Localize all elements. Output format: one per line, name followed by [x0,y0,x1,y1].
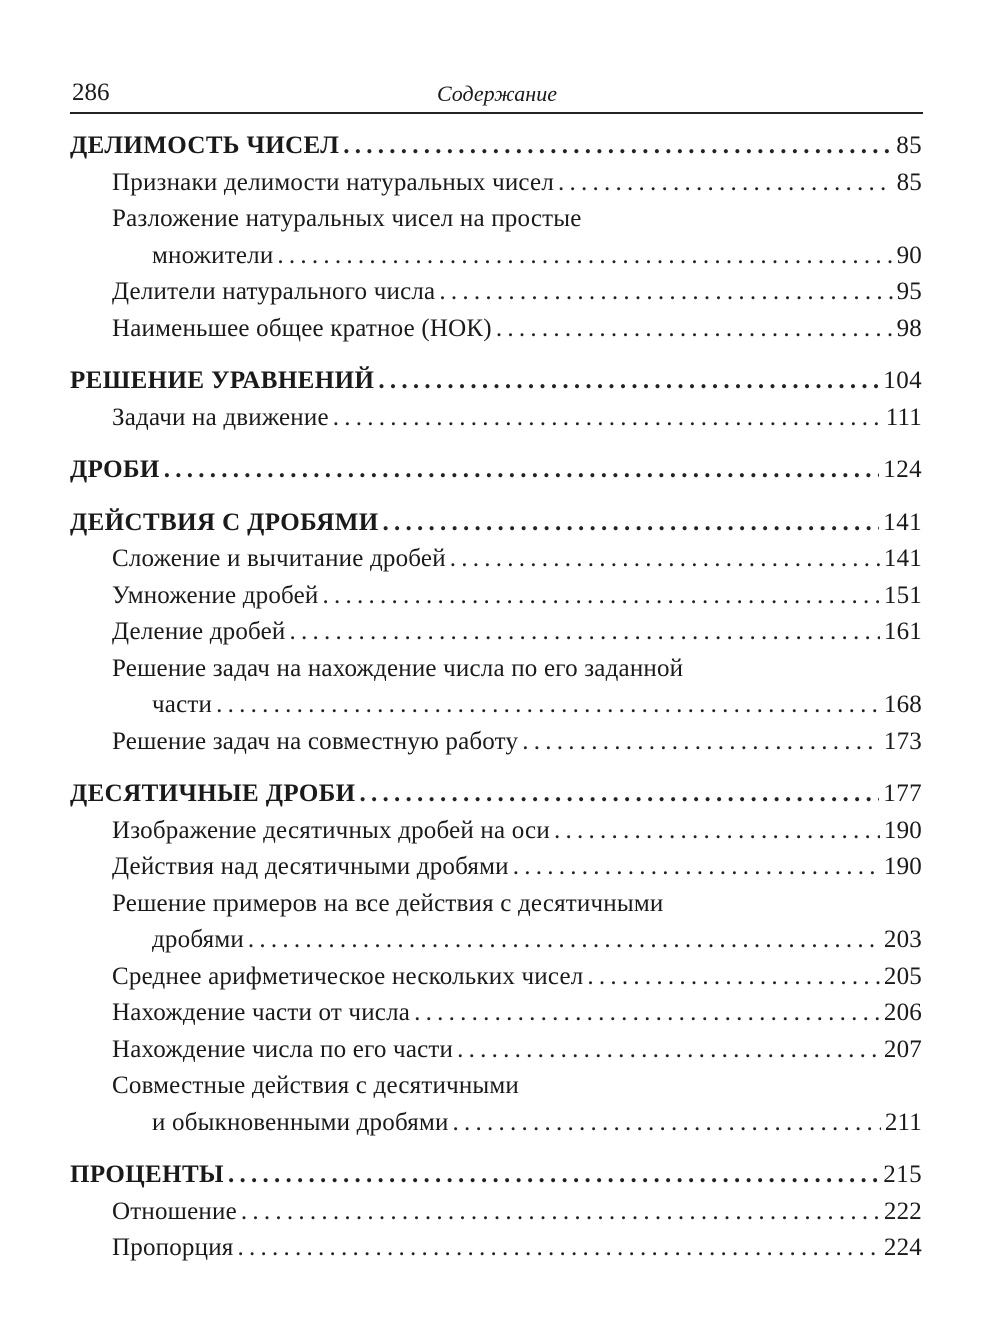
toc-heading[interactable] [70,452,922,489]
toc-entry[interactable] [70,274,922,311]
toc-section [70,128,922,347]
toc-heading-title: ДЕЛИМОСТЬ ЧИСЕЛ [70,132,340,159]
dot-leader [414,995,880,1032]
toc-heading[interactable] [70,1157,922,1194]
toc-entry-page: 111 [885,403,922,431]
toc-entry-title: множители [152,241,274,269]
toc-entry[interactable] [70,959,922,996]
toc-entry[interactable] [70,687,922,724]
toc-entry[interactable] [70,578,922,615]
dot-leader [383,505,880,542]
running-title: Содержание [436,81,557,106]
toc-entry-title: Умножение дробей [112,581,319,609]
toc-entry-title: Сложение и вычитание дробей [112,545,446,572]
toc-entry-title: Решение задач на совместную работу [112,727,519,755]
dot-leader [558,165,893,202]
toc-entry[interactable] [70,1105,922,1142]
toc-heading[interactable] [70,505,922,542]
toc-entry-page: 151 [883,581,922,609]
toc-entry-page: 161 [883,618,922,645]
dot-leader [228,1157,879,1194]
toc-entry[interactable] [70,849,922,886]
toc-entry-title: Задачи на движение [112,403,329,431]
dot-leader [450,541,880,578]
toc-entry-title: Нахождение числа по его части [112,1035,454,1063]
dot-leader [360,776,880,813]
dot-leader [238,1230,880,1267]
dot-leader [323,578,880,615]
toc-entry-title: Признаки делимости натуральных чисел [112,168,554,196]
toc-heading-page: 177 [883,780,922,807]
toc-entry-page: 205 [883,962,922,990]
dot-leader [343,128,892,165]
toc-entry-page: 173 [883,727,922,755]
toc-section [70,1157,922,1267]
toc-entry-title: дробями [152,926,244,953]
toc-entry-title: Пропорция [112,1234,234,1261]
dot-leader [248,922,880,959]
toc-heading[interactable] [70,363,922,400]
toc-entry[interactable] [70,1032,922,1069]
dot-leader [216,687,880,724]
toc-entry-title: Деление дробей [112,618,286,645]
header-rule [70,112,923,114]
toc-heading[interactable] [70,128,922,165]
toc-entry-title: части [152,691,213,718]
page-number: 286 [72,79,110,106]
dot-leader [453,1105,881,1142]
toc-heading-page: 215 [883,1161,922,1188]
toc-entry[interactable] [70,922,922,959]
toc-section [70,363,922,436]
toc-entry[interactable] [70,541,922,578]
toc-entry-page: 203 [883,926,922,953]
toc-entry-page: 207 [883,1035,922,1063]
toc-heading-page: 124 [883,456,922,483]
toc-entry-page: 85 [896,168,922,196]
toc-entry[interactable] [70,400,922,437]
toc-entry-page: 90 [896,241,922,269]
toc-entry-page: 211 [884,1108,922,1136]
toc-entry-first-line[interactable]: Решение задач на нахождение числа по его заданной [112,654,684,682]
running-head [72,78,922,112]
toc-entry[interactable] [70,614,922,651]
toc-entry-page: 95 [896,278,922,305]
toc-entry-page: 98 [896,314,922,342]
toc-entry-title: Среднее арифметическое нескольких чисел [112,962,584,990]
toc-heading-title: ПРОЦЕНТЫ [70,1161,225,1188]
toc-heading-title: ДЕЙСТВИЯ С ДРОБЯМИ [70,508,379,536]
toc-entry-page: 141 [883,545,922,572]
toc-entry[interactable] [70,1194,922,1231]
dot-leader [290,614,880,651]
dot-leader [378,363,879,400]
toc-heading[interactable] [70,776,922,813]
toc-entry-page: 206 [883,999,922,1026]
dot-leader [277,238,892,275]
toc-entry-title: Наименьшее общее кратное (НОК) [112,314,492,342]
toc-section [70,452,922,489]
toc-entry-title: Делители натурального числа [112,278,436,305]
toc-heading-title: РЕШЕНИЕ УРАВНЕНИЙ [70,367,375,394]
toc-section [70,776,922,1141]
toc-entry-page: 222 [883,1197,922,1225]
toc-entry-first-line[interactable]: Решение примеров на все действия с десятичными [112,889,664,917]
dot-leader [496,311,893,348]
toc-entry-page: 168 [883,691,922,718]
toc-heading-page: 141 [883,508,922,536]
toc-entry-title: Изображение десятичных дробей на оси [112,816,550,844]
dot-leader [241,1194,880,1231]
toc-heading-page: 104 [883,367,922,394]
toc-entry-first-line[interactable]: Разложение натуральных чисел на простые [112,205,582,232]
dot-leader [513,849,880,886]
toc-entry[interactable] [70,724,922,761]
toc-entry-page: 190 [883,853,922,880]
toc-entry-title: Отношение [112,1197,237,1225]
toc-entry[interactable] [70,311,922,348]
toc-section [70,505,922,761]
toc-entry[interactable] [70,995,922,1032]
toc-entry-first-line[interactable]: Совместные действия с десятичными [112,1072,520,1099]
dot-leader [554,813,880,850]
toc-entry-title: Действия над десятичными дробями [112,853,509,880]
toc-entry-page: 190 [883,816,922,844]
dot-leader [587,959,879,996]
dot-leader [522,724,880,761]
dot-leader [164,452,880,489]
toc-heading-title: ДЕСЯТИЧНЫЕ ДРОБИ [70,780,356,807]
toc-entry-title: и обыкновенными дробями [152,1108,449,1136]
dot-leader [457,1032,880,1069]
toc-entry-title: Нахождение части от числа [112,999,411,1026]
toc-entry[interactable] [70,813,922,850]
dot-leader [439,274,892,311]
toc-heading-page: 85 [896,132,922,159]
toc-entry-page: 224 [883,1234,922,1261]
toc-entry[interactable] [70,165,922,202]
toc-entry[interactable] [70,1230,922,1267]
toc-heading-title: ДРОБИ [70,456,160,483]
dot-leader [333,400,882,437]
toc-entry[interactable] [70,238,922,275]
table-of-contents [70,128,922,1283]
